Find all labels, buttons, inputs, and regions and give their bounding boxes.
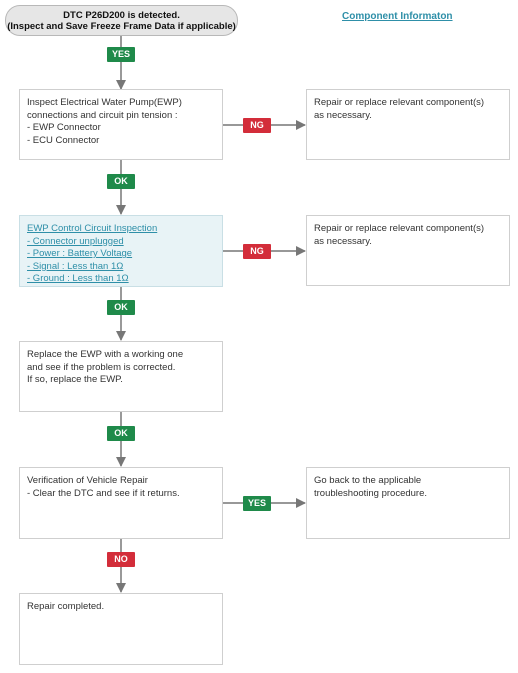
ok-badge: OK <box>107 426 135 441</box>
step1-line: Inspect Electrical Water Pump(EWP) <box>27 97 182 108</box>
side2-line: as necessary. <box>314 235 372 247</box>
step-inspect-ewp-connections <box>19 89 223 160</box>
step3-line: If so, replace the EWP. <box>27 374 123 386</box>
step1-line: connections and circuit pin tension : <box>27 109 178 121</box>
step3-line: Replace the EWP with a working one <box>27 349 184 360</box>
step-replace-ewp <box>19 341 223 412</box>
step1-line: - EWP Connector <box>27 122 101 134</box>
side1-line: as necessary. <box>314 109 372 121</box>
ewp-control-circuit-inspection-link[interactable]: EWP Control Circuit Inspection <box>27 223 158 234</box>
side2-line: Repair or replace relevant component(s) <box>314 223 485 234</box>
side3-line: Go back to the applicable <box>314 475 422 486</box>
connector-unplugged-link[interactable]: - Connector unplugged <box>27 235 124 247</box>
component-information-link[interactable]: Component Informaton <box>342 11 453 22</box>
step4-line: - Clear the DTC and see if it returns. <box>27 487 180 499</box>
side-box-repair-or-replace <box>306 89 510 160</box>
side1-line: Repair or replace relevant component(s) <box>314 97 485 108</box>
step-ewp-control-circuit-inspection <box>19 215 223 287</box>
step1-line: - ECU Connector <box>27 134 100 146</box>
no-badge: NO <box>107 552 135 567</box>
step-verification-of-vehicle-repair <box>19 467 223 539</box>
step3-line: and see if the problem is corrected. <box>27 361 176 373</box>
side-box-repair-or-replace <box>306 215 510 286</box>
ng-badge: NG <box>243 244 271 259</box>
start-node-dtc-detected <box>5 5 238 36</box>
step5-line: Repair completed. <box>27 601 105 612</box>
ground-less-than-link[interactable]: - Ground : Less than 1Ω <box>27 273 129 285</box>
yes-badge: YES <box>243 496 271 511</box>
ok-badge: OK <box>107 174 135 189</box>
start-node-line1: DTC P26D200 is detected. <box>63 10 180 21</box>
ng-badge: NG <box>243 118 271 133</box>
step-repair-completed <box>19 593 223 665</box>
signal-less-than-link[interactable]: - Signal : Less than 1Ω <box>27 260 124 272</box>
yes-badge: YES <box>107 47 135 62</box>
start-node-line2: (Inspect and Save Freeze Frame Data if applicable) <box>7 21 236 32</box>
power-battery-voltage-link[interactable]: - Power : Battery Voltage <box>27 248 133 260</box>
step4-line: Verification of Vehicle Repair <box>27 475 148 486</box>
ok-badge: OK <box>107 300 135 315</box>
side-box-go-back <box>306 467 510 539</box>
side3-line: troubleshooting procedure. <box>314 487 428 499</box>
